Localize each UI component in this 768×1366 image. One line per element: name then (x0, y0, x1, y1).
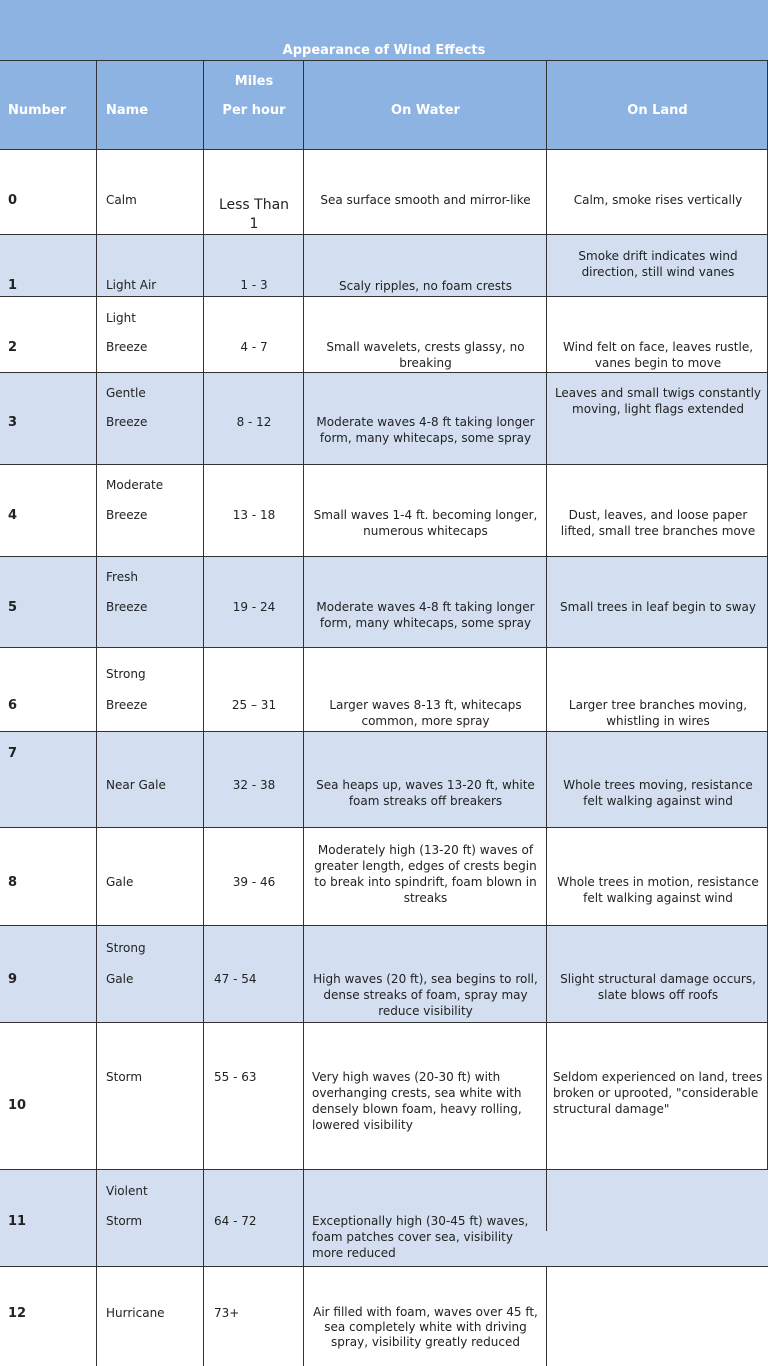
table-title-cell (0, 0, 768, 61)
row-speed: 25 – 31 (231, 698, 277, 712)
header-mph-line2: Per hour (222, 103, 286, 118)
row-water: Larger waves 8-13 ft, whitecaps common, more spray (329, 698, 522, 728)
row-name: Strong (106, 667, 146, 681)
table-title: Appearance of Wind Effects (282, 43, 486, 58)
row-speed: 4 - 7 (240, 340, 268, 354)
row-speed: 8 - 12 (236, 415, 272, 429)
row-name: Gentle (106, 386, 146, 400)
row-speed: 39 - 46 (232, 875, 276, 889)
row-water: Moderately high (13-20 ft) waves of greater length, edges of crests begin to break into spindrift, foam blown in streaks (314, 843, 537, 905)
row-name: Breeze (106, 600, 148, 614)
row-speed: 73+ (214, 1306, 240, 1320)
row-name: Breeze (106, 698, 148, 712)
row-water: Sea surface smooth and mirror-like (320, 193, 531, 207)
row-land: Slight structural damage occurs, slate blows off roofs (560, 972, 756, 1002)
row-speed: 47 - 54 (214, 972, 257, 986)
column-divider (546, 1267, 547, 1366)
header-land-cell (547, 61, 768, 150)
row-number: 7 (8, 746, 18, 761)
row-name: Near Gale (106, 778, 166, 792)
row-name: Moderate (106, 478, 164, 492)
row-number: 5 (8, 600, 18, 615)
row-name: Gale (106, 972, 134, 986)
row-name: Light (106, 311, 136, 325)
row-number: 0 (8, 193, 18, 208)
row-land: Leaves and small twigs constantly moving, light flags extended (554, 386, 762, 416)
row-water: Very high waves (20-30 ft) with overhanging crests, sea white with densely blown foam, heavy rolling, lowered visibility (312, 1070, 522, 1132)
row-name: Breeze (106, 508, 148, 522)
row-land: Whole trees in motion, resistance felt walking against wind (557, 875, 759, 905)
row-number: 10 (8, 1098, 27, 1113)
row-name: Light Air (106, 278, 157, 292)
row-speed: Less Than 1 (218, 197, 290, 232)
row-speed: 1 - 3 (240, 278, 268, 292)
row-name: Storm (106, 1070, 143, 1084)
header-number-cell (0, 61, 97, 150)
row-name: Storm (106, 1214, 143, 1228)
column-divider (203, 61, 204, 1366)
column-divider (546, 61, 547, 1231)
header-water: On Water (391, 103, 460, 118)
row-land: Seldom experienced on land, trees broken or uprooted, "considerable structural damage" (553, 1070, 763, 1116)
row-land: Whole trees moving, resistance felt walking against wind (563, 778, 753, 808)
row-land: Dust, leaves, and loose paper lifted, small tree branches move (560, 508, 756, 538)
row-water: Scaly ripples, no foam crests (339, 279, 512, 293)
header-name-cell (97, 61, 204, 150)
row-water: Moderate waves 4-8 ft taking longer form, many whitecaps, some spray (316, 600, 535, 630)
row-water: Moderate waves 4-8 ft taking longer form, many whitecaps, some spray (316, 415, 535, 445)
row-water: Air filled with foam, waves over 45 ft, sea completely white with driving spray, visibility greatly reduced (313, 1305, 538, 1349)
row-land: Calm, smoke rises vertically (573, 193, 743, 207)
row-name: Gale (106, 875, 134, 889)
row-name: Fresh (106, 570, 138, 584)
row-name: Strong (106, 941, 146, 955)
row-number: 3 (8, 415, 18, 430)
row-water: High waves (20 ft), sea begins to roll, dense streaks of foam, spray may reduce visibility (313, 972, 538, 1018)
row-water: Small waves 1-4 ft. becoming longer, numerous whitecaps (313, 508, 538, 538)
row-water: Exceptionally high (30-45 ft) waves, foam patches cover sea, visibility more reduced (312, 1214, 529, 1260)
header-name: Name (106, 103, 149, 118)
row-land: Larger tree branches moving, whistling in wires (568, 698, 748, 728)
header-number: Number (8, 103, 67, 118)
row-name: Breeze (106, 340, 148, 354)
row-name: Violent (106, 1184, 148, 1198)
row-name: Hurricane (106, 1306, 165, 1320)
row-speed: 32 - 38 (232, 778, 276, 792)
header-water-cell (304, 61, 547, 150)
header-mph-line1: Miles (234, 74, 274, 89)
row-land: Wind felt on face, leaves rustle, vanes begin to move (562, 340, 754, 370)
row-speed: 64 - 72 (214, 1214, 257, 1228)
row-name: Calm (106, 193, 137, 207)
row-number: 8 (8, 875, 18, 890)
column-divider (96, 61, 97, 1366)
row-speed: 13 - 18 (232, 508, 276, 522)
row-number: 12 (8, 1306, 27, 1321)
row-name: Breeze (106, 415, 148, 429)
row-speed: 19 - 24 (232, 600, 276, 614)
header-land: On Land (627, 103, 688, 118)
row-number: 11 (8, 1214, 27, 1229)
row-number: 1 (8, 278, 18, 293)
row-number: 4 (8, 508, 18, 523)
row-land: Small trees in leaf begin to sway (560, 600, 756, 614)
header-mph-cell (204, 61, 304, 150)
row-water: Sea heaps up, waves 13-20 ft, white foam streaks off breakers (316, 778, 535, 808)
row-number: 2 (8, 340, 18, 355)
row-water: Small wavelets, crests glassy, no breaking (326, 340, 525, 370)
row-number: 6 (8, 698, 18, 713)
column-divider (303, 61, 304, 1366)
row-land: Smoke drift indicates wind direction, still wind vanes (578, 249, 738, 279)
row-number: 9 (8, 972, 18, 987)
row-speed: 55 - 63 (214, 1070, 257, 1084)
